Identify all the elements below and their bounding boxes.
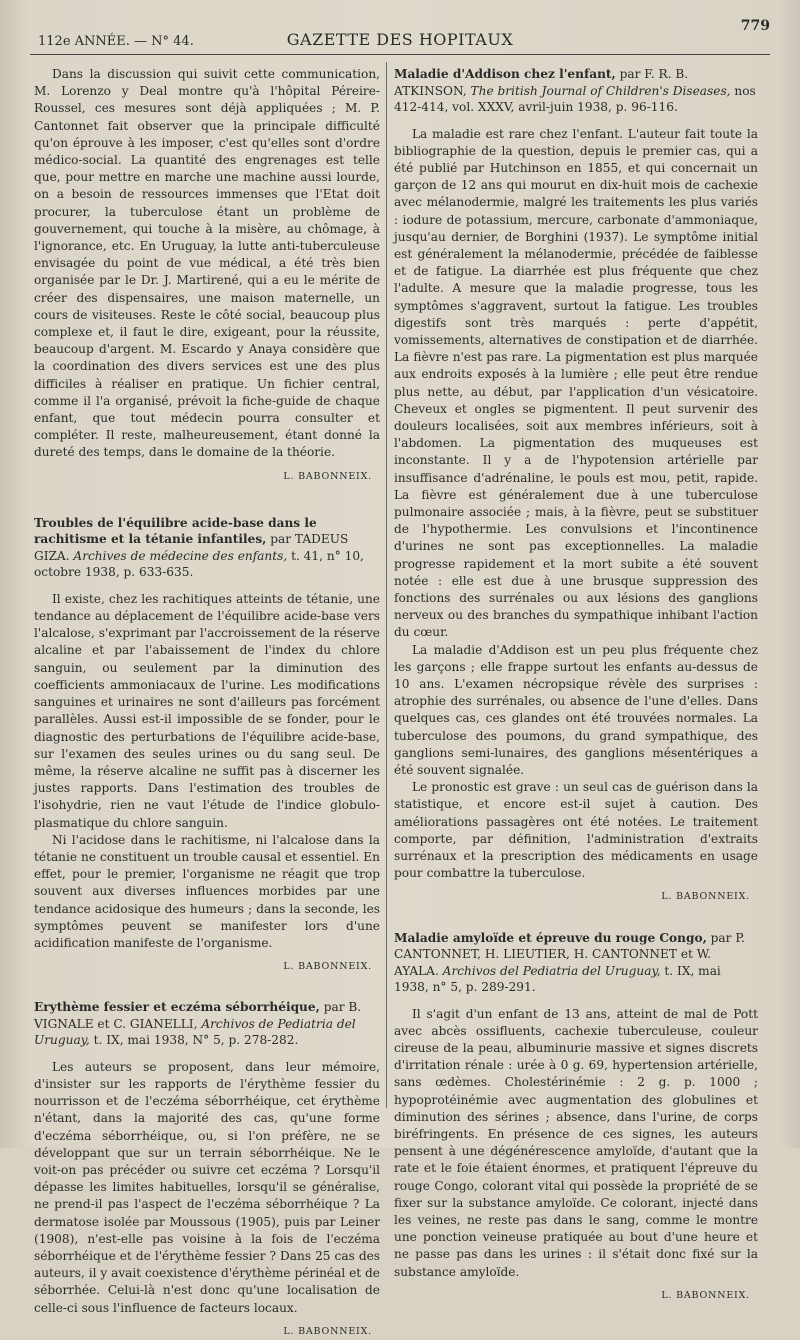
title-reference: nos 412-414, vol. XXXV, avril-juin 1938, p. 96-116. (394, 83, 756, 114)
article-acide-base (34, 515, 380, 975)
article-title (394, 930, 758, 996)
article-title (34, 515, 380, 581)
article-title (34, 999, 380, 1049)
article-paragraph: La maladie est rare chez l'enfant. L'auteur fait toute la bibliographie de la question, depuis le premier cas, qui a été publié par Hutchinson en 1855, et qui concernait un garçon de 12 ans qui mourut en dix-huit mois de cachexie avec mélanodermie, malgré les traitements les plus variés : iodure de potassium, mercure, carbonate d'ammoniaque, jusqu'au dernier, de Borghini (1937). Le symptôme initial est généralement la mélanodermie, précédée de faiblesse et de fatigue. La diarrhée est plus fréquente que chez l'adulte. A mesure que la maladie progresse, tous les symptômes s'aggravent, surtout la fatigue. Les troubles digestifs sont très marqués : perte d'appétit, vomissements, alternatives de constipation et de diarrhée. La fièvre n'est pas rare. La pigmentation est plus marquée aux endroits exposés à la lumière ; elle peut être rendue plus nette, au début, par l'application d'un vésicatoire. Cheveux et ongles se pigmentent. Il peut survenir des douleurs localisées, soit aux membres inférieurs, soit à l'abdomen. La pigmentation des muqueuses est inconstante. Il y a de l'hypotension artérielle par insuffisance d'adrénaline, le pouls est mou, petit, rapide. La fièvre est généralement due à une tuberculose pulmonaire associée ; mais, à la fièvre, peut se substituer de l'hypothermie. Les convulsions et l'incontinence d'urines ne sont pas exceptionnelles. La maladie progresse rapidement et la mort subite a été souvent notée : elle est due à une brusque suppression des fonctions des surrénales ou aux lésions des ganglions nerveux ou des branches du sympathique inhibant l'action du cœur. (394, 126, 758, 640)
title-main: Troubles de l'équilibre acide-base dans le rachitisme et la tétanie infantiles, (34, 515, 317, 547)
column-divider (386, 62, 387, 1108)
title-authors: par P. CANTONNET, H. LIEUTIER, H. CANTONNET et W. AYALA. (394, 930, 745, 978)
signature: L. BABONNEIX. (661, 1289, 750, 1301)
title-journal: Archivos de Pediatria del Uruguay, (34, 1016, 356, 1048)
article-erytheme-fessier (34, 999, 380, 1340)
title-authors: par B. VIGNALE et C. GIANELLI, (34, 1000, 362, 1031)
title-journal: Archives de médecine des enfants, (73, 548, 288, 563)
title-reference: t. IX, mai 1938, n° 5, p. 289-291. (394, 963, 721, 995)
signature: L. BABONNEIX. (661, 891, 750, 903)
left-column (34, 66, 380, 1340)
title-authors: par F. R. B. ATKINSON, (394, 67, 689, 98)
article-addison (394, 66, 758, 906)
signature: L. BABONNEIX. (283, 1325, 372, 1337)
signature: L. BABONNEIX. (283, 961, 372, 973)
journal-title: GAZETTE DES HOPITAUX (286, 30, 514, 49)
issue-number: 112e ANNÉE. — N° 44. (38, 34, 194, 49)
page-number: 779 (740, 18, 770, 34)
article-paragraph: Le pronostic est grave : un seul cas de guérison dans la statistique, et encore est-il sujet à caution. Des améliorations passagères ont été notées. Le traitement comporte, par définition, l'administration d'extraits surrénaux et la prescription des médicaments en usage pour combattre la tuberculose. (394, 780, 758, 881)
article-paragraph: Il s'agit d'un enfant de 13 ans, atteint de mal de Pott avec abcès ossifluents, cachexie tuberculeuse, couleur cireuse de la peau, albuminurie massive et signes discrets d'irritation rénale : urée à 0 g. 69, hypertension artérielle, sans œdèmes. Cholestérinémie : 2 g. p. 1000 ; hypoprotéinémie avec augmentation des globulines et diminution des sérines ; absence, dans l'urine, de corps biréfringents. En présence de ces signes, les auteurs pensent à une dégénérescence amyloïde, d'autant que la rate et le foie étaient énormes, et pratiquent l'épreuve du rouge Congo, colorant vital qui possède la propriété de se fixer sur la substance amyloïde. Ce colorant, injecté dans les veines, ne reste pas dans le sang, comme le montre une ponction veineuse pratiquée au bout d'une heure et ne passe pas dans les urines : il s'était donc fixé sur la substance amyloïde. (394, 1006, 758, 1279)
article-title (394, 66, 758, 116)
right-column (394, 66, 758, 1304)
title-main: Erythème fessier et eczéma séborrhéique, (34, 1000, 320, 1015)
title-main: Maladie d'Addison chez l'enfant, (394, 67, 616, 81)
article-paragraph: Ni l'acidose dans le rachitisme, ni l'alcalose dans la tétanie ne constituent un trouble causal et essentiel. En effet, pour le premier, l'organisme ne réagit que trop souvent aux diverses influences morbides par une tendance acidosique des humeurs ; dans la seconde, les symptômes peuvent se manifester lors d'une acidification manifeste de l'organisme. (34, 832, 380, 950)
title-reference: t. 41, n° 10, octobre 1938, p. 633-635. (34, 548, 364, 580)
signature: L. BABONNEIX. (283, 470, 372, 482)
title-reference: t. IX, mai 1938, N° 5, p. 278-282. (89, 1033, 299, 1048)
article-paragraph: Dans la discussion qui suivit cette communication, M. Lorenzo y Deal montre qu'à l'hôpital Péreire-Roussel, ces mesures sont déjà appliquées ; M. P. Cantonnet fait observer que la principale difficulté qu'on éprouve à les imposer, c'est qu'elles sont d'ordre médico-social. La quantité des engrenages est telle que, pour mettre en marche une machine aussi lourde, on a besoin de ressources immenses que l'Etat doit procurer, la tuberculose étant un problème de gouvernement, qui touche à la misère, au chômage, à l'ignorance, etc. En Uruguay, la lutte anti-tuberculeuse envisagée du point de vue médical, a été très bien organisée par le Dr. J. Martirené, qui a eu le mérite de créer des dispensaires, une maison maternelle, un cours de visiteuses. Reste le côté social, beaucoup plus complexe et, il faut le dire, exigeant, pour la réussite, beaucoup d'argent. M. Escardo y Anaya considère que la coordination des divers services est une des plus difficiles à réaliser en pratique. Un fichier central, comme il l'a organisé, prévoit la fiche-guide de chaque enfant, que tout médecin pourra consulter et compléter. Il reste, malheureusement, étant donné la dureté des temps, dans le domaine de la théorie. (34, 67, 380, 460)
page-header (30, 18, 770, 56)
title-journal: The british Journal of Children's Diseases, (470, 83, 731, 98)
article-amyloide (394, 930, 758, 1304)
header-rule (30, 54, 770, 55)
article-paragraph: Il existe, chez les rachitiques atteints de tétanie, une tendance au déplacement de l'équilibre acide-base vers l'alcalose, s'exprimant par l'accroissement de la réserve alcaline et par l'abaissement de l'index du chlore sanguin, ou seulement par la diminution des coefficients ammoniacaux de l'urine. Les modifications sanguines et urinaires ne sont d'ailleurs pas forcément parallèles. Aussi est-il impossible de se fonder, pour le diagnostic des perturbations de l'équilibre acide-base, sur l'examen des seules urines ou du sang seul. De même, la réserve alcaline ne suffit pas à discerner les justes rapports. Dans l'estimation des troubles de l'isohydrie, rien ne vaut l'étude de l'indice globulo-plasmatique du chlore sanguin. (34, 591, 380, 830)
article-paragraph: La maladie d'Addison est un peu plus fréquente chez les garçons ; elle frappe surtout les enfants au-dessus de 10 ans. L'examen nécropsique révèle des surprises : atrophie des surrénales, ou absence de l'une d'elles. Dans quelques cas, ces glandes ont été trouvées normales. La tuberculose des poumons, du grand sympathique, des ganglions semi-lunaires, des ganglions mésentériques a été souvent signalée. (394, 642, 758, 778)
title-authors: par TADEUS GIZA. (34, 532, 349, 563)
article-lorenzo-discussion (34, 66, 380, 485)
article-paragraph: Les auteurs se proposent, dans leur mémoire, d'insister sur les rapports de l'érythème fessier du nourrisson et de l'eczéma séborrhéique, cet érythème n'étant, dans la majorité des cas, qu'une forme d'eczéma séborrhéique, ou, si l'on préfère, ne se développant que sur un terrain séborrhéique. Ne le voit-on pas précéder ou suivre cet eczéma ? Lorsqu'il dépasse les limites habituelles, lorsqu'il se généralise, ne prend-il pas l'aspect de l'eczéma séborrhéique ? La dermatose isolée par Moussous (1905), puis par Leiner (1908), n'est-elle pas voisine à la fois de l'eczéma séborrhéique et de l'érythème fessier ? Dans 25 cas des auteurs, il y avait coexistence d'érythème périnéal et de séborrhée. Celui-là n'est donc qu'une localisation de celle-ci sous l'influence de facteurs locaux. (34, 1059, 380, 1315)
title-journal: Archivos del Pediatria del Uruguay, (442, 963, 661, 978)
title-main: Maladie amyloïde et épreuve du rouge Congo, (394, 930, 707, 945)
